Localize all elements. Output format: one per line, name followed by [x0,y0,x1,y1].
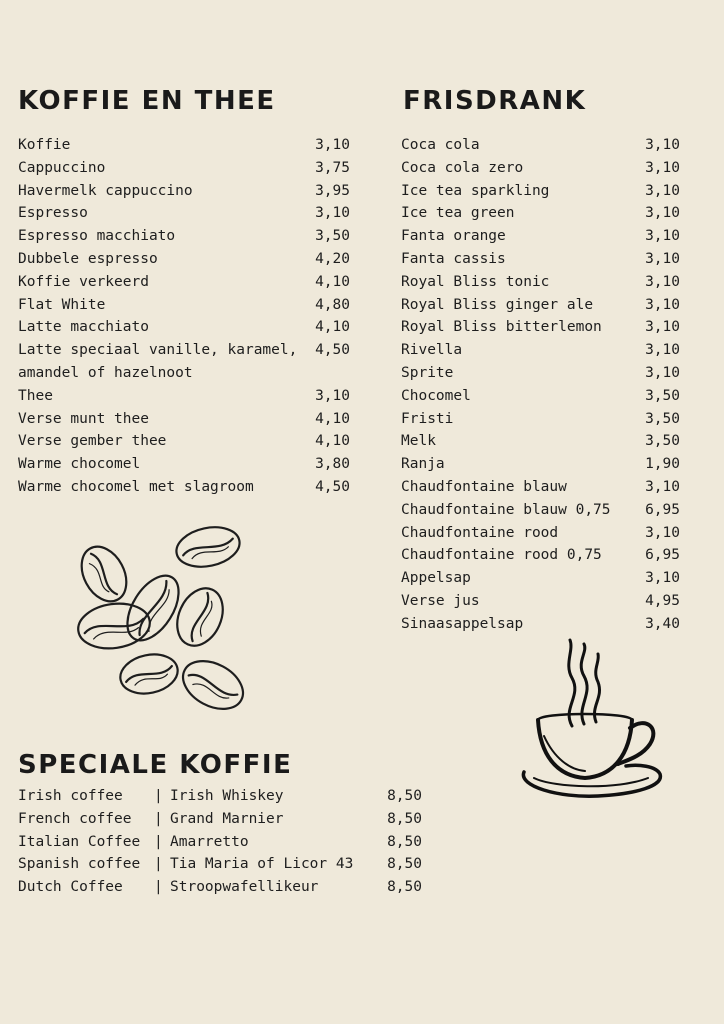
item-price: 3,50 [315,228,350,245]
item-price: 8,50 [387,833,422,850]
item-price: 3,10 [645,273,680,290]
item-name: Royal Bliss bitterlemon [401,319,602,336]
speciale-koffie-heading: SPECIALE KOFFIE [18,750,293,780]
item-price: 3,40 [645,615,680,632]
item-name: Irish coffee [18,788,123,804]
menu-item [401,476,680,499]
item-price: 8,50 [387,856,422,873]
item-price: 4,50 [315,478,350,495]
menu-item [18,853,422,876]
item-name: Koffie [18,137,71,153]
menu-item [401,613,680,636]
item-price: 3,50 [645,410,680,427]
item-price: 3,10 [315,387,350,404]
item-liqueur: Stroopwafellikeur [170,879,319,896]
item-price: 3,80 [315,456,350,473]
item-name: Chaudfontaine rood 0,75 [401,547,602,564]
item-liqueur: Irish Whiskey [170,788,284,804]
coffee-bean-icon [117,649,182,698]
menu-item [18,271,350,294]
item-name: Chaudfontaine blauw 0,75 [401,501,611,518]
item-name: Espresso macchiato [18,228,176,245]
item-price: 4,80 [315,296,350,313]
item-name: Havermelk cappuccino [18,182,193,199]
item-name: Verse munt thee [18,410,149,427]
item-price: 3,10 [645,478,680,495]
item-price: 3,10 [315,137,350,153]
item-name: Warme chocomel [18,456,141,473]
menu-item [401,430,680,453]
item-name: Chaudfontaine blauw [401,478,567,495]
item-name: Latte speciaal vanille, karamel, amandel of hazelnoot [18,342,307,381]
frisdrank-list [401,134,680,636]
coffee-bean-icon [117,567,189,649]
menu-item [18,476,350,499]
menu-item [18,339,350,385]
menu-item [401,499,680,522]
item-name: Rivella [401,342,463,359]
item-name: Sprite [401,364,454,381]
item-name: Royal Bliss ginger ale [401,296,594,313]
item-name: Royal Bliss tonic [401,273,550,290]
menu-item [18,831,422,854]
item-name: Coca cola zero [401,159,524,176]
menu-item [401,590,680,613]
menu-item [18,808,422,831]
menu-item [18,157,350,180]
menu-item [18,453,350,476]
item-name: Fristi [401,410,454,427]
menu-item [401,180,680,203]
item-price: 3,10 [645,137,680,153]
item-liqueur: Tia Maria of Licor 43 [170,856,354,873]
item-price: 4,20 [315,250,350,267]
separator: | [154,856,163,873]
item-name: Flat White [18,296,106,313]
item-price: 3,50 [645,387,680,404]
item-name: Melk [401,433,436,450]
menu-item [18,876,422,899]
menu-item [18,225,350,248]
item-name: Ice tea green [401,205,515,222]
menu-item [18,134,350,157]
menu-item [18,408,350,431]
item-name: Dutch Coffee [18,879,123,896]
menu-item [18,180,350,203]
item-price: 3,10 [645,182,680,199]
item-price: 8,50 [387,788,422,804]
menu-item [401,567,680,590]
item-name: Sinaasappelsap [401,615,524,632]
item-name: Espresso [18,205,88,222]
item-price: 3,10 [645,364,680,381]
frisdrank-heading: FRISDRANK [403,86,587,116]
menu-item [401,225,680,248]
item-name: Coca cola [401,137,480,153]
speciale-koffie-list [18,785,422,899]
item-name: Cappuccino [18,159,106,176]
item-price: 3,10 [645,342,680,359]
item-name: Verse gember thee [18,433,167,450]
menu-item [401,157,680,180]
item-name: Thee [18,387,53,404]
item-name: Dubbele espresso [18,250,158,267]
menu-item [401,134,680,157]
item-price: 4,95 [645,592,680,609]
item-name: Italian Coffee [18,833,141,850]
item-price: 4,10 [315,273,350,290]
menu-item [401,385,680,408]
menu-item [18,785,422,808]
coffee-cup-illustration [518,636,666,802]
item-price: 6,95 [645,547,680,564]
menu-item [18,385,350,408]
coffee-beans-illustration [72,518,252,718]
menu-item [401,453,680,476]
menu-item [401,544,680,567]
item-price: 3,10 [645,524,680,541]
item-name: Ranja [401,456,445,473]
item-price: 3,10 [315,205,350,222]
coffee-bean-icon [73,539,136,609]
item-name: Fanta orange [401,228,506,245]
menu-item [401,294,680,317]
item-name: Verse jus [401,592,480,609]
coffee-bean-icon [175,651,251,718]
item-name: Appelsap [401,570,471,587]
menu-item [401,271,680,294]
item-price: 3,10 [645,205,680,222]
menu-item [401,522,680,545]
item-liqueur: Amarretto [170,833,249,850]
item-name: Chocomel [401,387,471,404]
item-price: 3,10 [645,319,680,336]
menu-item [401,408,680,431]
separator: | [154,833,163,850]
item-name: Fanta cassis [401,250,506,267]
menu-item [401,339,680,362]
menu-item [18,248,350,271]
separator: | [154,879,163,896]
menu-item [401,362,680,385]
menu-item [401,248,680,271]
item-name: Koffie verkeerd [18,273,149,290]
menu-item [401,316,680,339]
item-price: 3,10 [645,296,680,313]
item-price: 4,50 [315,342,350,359]
item-price: 3,10 [645,570,680,587]
item-price: 8,50 [387,879,422,896]
item-liqueur: Grand Marnier [170,810,284,827]
item-name: Latte macchiato [18,319,149,336]
item-name: Warme chocomel met slagroom [18,478,254,495]
item-price: 4,10 [315,319,350,336]
item-price: 3,10 [645,228,680,245]
menu-item [18,294,350,317]
item-price: 3,10 [645,159,680,176]
separator: | [154,810,163,827]
item-price: 6,95 [645,501,680,518]
koffie-en-thee-heading: KOFFIE EN THEE [18,86,276,116]
item-price: 3,75 [315,159,350,176]
item-price: 1,90 [645,456,680,473]
menu-item [18,430,350,453]
item-price: 8,50 [387,810,422,827]
item-price: 4,10 [315,410,350,427]
menu-item [401,202,680,225]
item-price: 3,50 [645,433,680,450]
cup-icon [523,714,660,796]
item-price: 4,10 [315,433,350,450]
item-name: Chaudfontaine rood [401,524,559,541]
koffie-en-thee-list [18,134,350,499]
item-name: Ice tea sparkling [401,182,550,199]
item-price: 3,95 [315,182,350,199]
item-name: Spanish coffee [18,856,141,873]
item-name: French coffee [18,810,132,827]
menu-item [18,316,350,339]
coffee-bean-icon [173,522,244,572]
menu-item [18,202,350,225]
separator: | [154,788,163,804]
item-price: 3,10 [645,250,680,267]
